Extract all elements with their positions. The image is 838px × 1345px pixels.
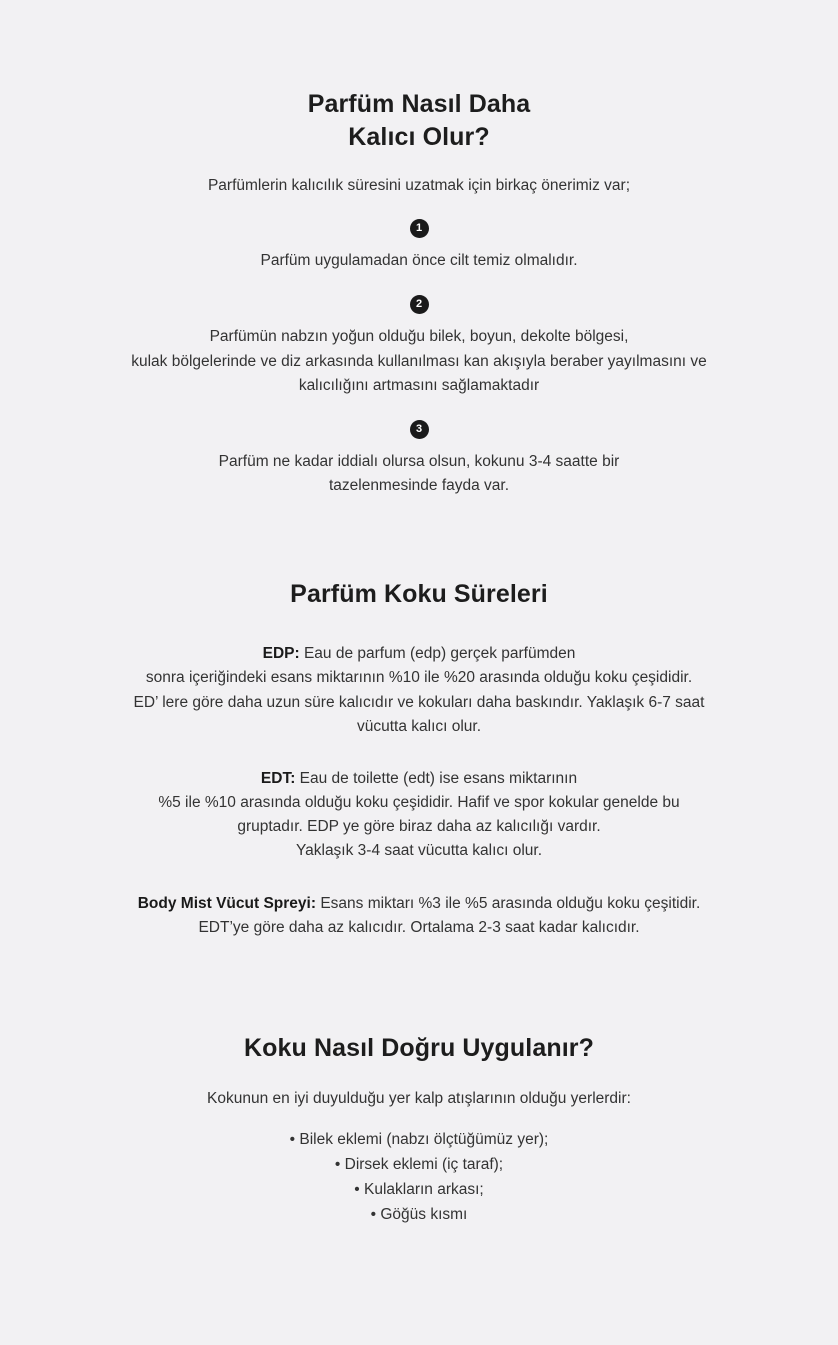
duration-entry-edp-line-4: vücutta kalıcı olur. xyxy=(356,717,482,735)
page-title xyxy=(32,88,806,154)
step-number-badge-2: 2 xyxy=(410,295,429,314)
duration-entry-edt xyxy=(32,767,806,864)
tip-step-2-line-2: kulak bölgelerinde ve diz arkasında kullanılması kan akışıyla beraber yayılmasını ve xyxy=(131,352,707,370)
duration-entry-edt-line-3: gruptadır. EDP ye göre biraz daha az kalıcılığı vardır. xyxy=(237,818,601,836)
duration-entry-body-mist-label: Body Mist Vücut Spreyi: xyxy=(137,894,317,912)
tip-step-2-text xyxy=(32,325,806,398)
list-item: • Kulakların arkası; xyxy=(354,1180,484,1198)
tip-step-3-line-2: tazelenmesinde fayda var. xyxy=(328,477,510,495)
duration-entry-edt-label: EDT: xyxy=(260,769,296,787)
durations-heading: Parfüm Koku Süreleri xyxy=(290,580,548,609)
page-title-line-1: Parfüm Nasıl Daha xyxy=(307,90,531,118)
section-perfume-longevity-tips xyxy=(32,88,806,498)
duration-entry-edt-line-2: %5 ile %10 arasında olduğu koku çeşididir. Hafif ve spor kokular genelde bu xyxy=(158,794,680,812)
duration-entry-edp-line-3: ED’ lere göre daha uzun süre kalıcıdır ve kokuları daha baskındır. Yaklaşık 6-7 saat xyxy=(133,693,705,711)
list-item: • Göğüs kısmı xyxy=(370,1206,468,1223)
list-item: • Bilek eklemi (nabzı ölçtüğümüz yer); xyxy=(289,1130,549,1148)
section-how-to-apply xyxy=(32,1032,806,1227)
tip-step-2-line-1: Parfümün nabzın yoğun olduğu bilek, boyun, dekolte bölgesi, xyxy=(209,328,629,346)
duration-entry-edp-label: EDP: xyxy=(262,645,300,663)
duration-entry-body-mist-line-1 xyxy=(32,892,806,916)
duration-entry-edp xyxy=(32,642,806,739)
duration-entry-edp-line-1-rest: Eau de parfum (edp) gerçek parfümden xyxy=(299,645,576,663)
tip-step-3-text xyxy=(32,450,806,498)
tip-step-2-line-3: kalıcılığını artmasını sağlamaktadır xyxy=(298,376,540,394)
section-fragrance-durations xyxy=(32,578,806,940)
step-number-badge-1: 1 xyxy=(410,219,429,238)
tip-step-3-line-1: Parfüm ne kadar iddialı olursa olsun, kokunu 3-4 saatte bir xyxy=(218,452,620,470)
application-heading: Koku Nasıl Doğru Uygulanır? xyxy=(244,1034,594,1062)
tip-step-3 xyxy=(32,420,806,498)
document-page xyxy=(0,88,838,1345)
tip-step-2 xyxy=(32,295,806,398)
application-points-list xyxy=(32,1127,806,1227)
tip-step-1 xyxy=(32,219,806,273)
duration-entry-body-mist-line-1-rest: Esans miktarı %3 ile %5 arasında olduğu koku çeşitidir. xyxy=(316,894,701,912)
duration-entry-edp-line-1 xyxy=(32,642,806,666)
list-item: • Dirsek eklemi (iç taraf); xyxy=(334,1155,504,1173)
duration-entry-edt-line-1 xyxy=(32,767,806,791)
duration-entry-edt-line-1-rest: Eau de toilette (edt) ise esans miktarının xyxy=(295,769,578,787)
duration-entry-body-mist xyxy=(32,892,806,940)
tips-intro-text: Parfümlerin kalıcılık süresini uzatmak için birkaç önerimiz var; xyxy=(207,177,631,194)
duration-entry-edt-line-4: Yaklaşık 3-4 saat vücutta kalıcı olur. xyxy=(295,842,543,860)
tip-step-1-text xyxy=(32,249,806,273)
step-number-badge-3: 3 xyxy=(410,420,429,439)
tip-step-1-line-1: Parfüm uygulamadan önce cilt temiz olmalıdır. xyxy=(260,252,578,270)
duration-entry-edp-line-2: sonra içeriğindeki esans miktarının %10 ile %20 arasında olduğu koku çeşididir. xyxy=(145,669,693,687)
duration-entry-body-mist-line-2: EDT’ye göre daha az kalıcıdır. Ortalama 2-3 saat kadar kalıcıdır. xyxy=(198,918,640,936)
page-title-line-2: Kalıcı Olur? xyxy=(348,123,490,151)
application-intro-text: Kokunun en iyi duyulduğu yer kalp atışlarının olduğu yerlerdir: xyxy=(207,1090,631,1107)
